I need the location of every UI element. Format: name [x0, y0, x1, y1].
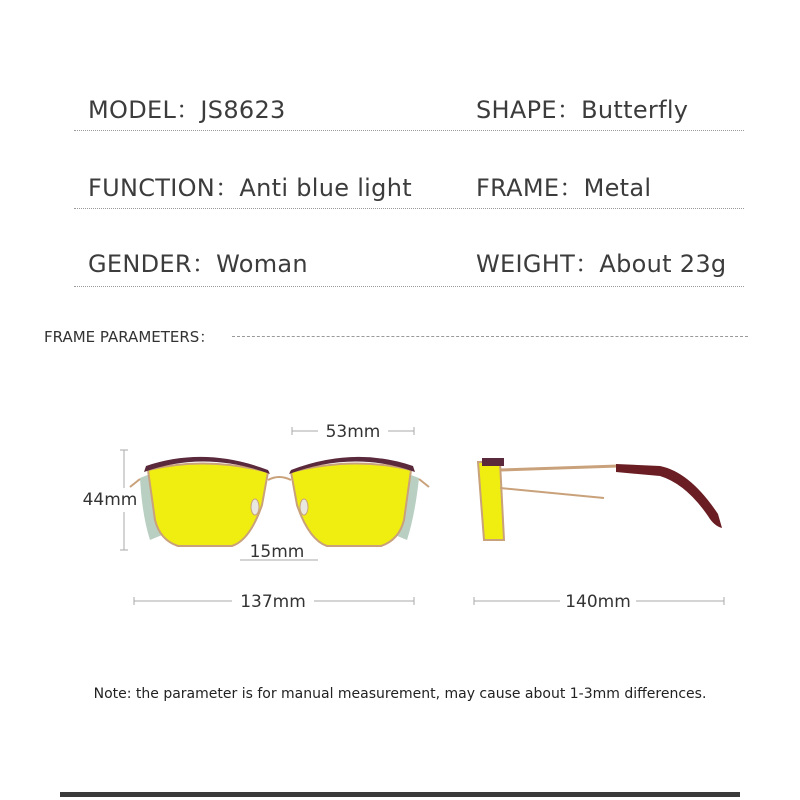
- spec-model-label: MODEL：: [88, 96, 201, 124]
- lens-height-label: 44mm: [82, 490, 138, 510]
- spec-shape-label: SHAPE：: [476, 96, 582, 124]
- bridge-width-label: 15mm: [249, 542, 305, 562]
- glasses-front-view: [130, 457, 429, 546]
- left-lens: [148, 463, 268, 546]
- temple-tip: [616, 464, 722, 528]
- side-lens: [478, 462, 504, 540]
- right-lens: [291, 463, 411, 546]
- spec-weight-value: About 23g: [599, 250, 727, 278]
- spec-model-value: JS8623: [200, 96, 286, 124]
- bridge: [268, 477, 291, 480]
- spec-shape-value: Butterfly: [581, 96, 689, 124]
- glasses-side-view: [478, 458, 722, 540]
- spec-frame-label: FRAME：: [476, 174, 584, 202]
- spec-function-value: Anti blue light: [239, 174, 412, 202]
- spec-gender-label: GENDER：: [88, 250, 217, 278]
- bottom-bar: [60, 792, 740, 797]
- spec-function-label: FUNCTION：: [88, 174, 240, 202]
- temple-length-label: 140mm: [565, 592, 631, 612]
- left-nose-pad: [251, 499, 259, 515]
- measurement-note: Note: the parameter is for manual measurement, may cause about 1-3mm differences.: [93, 686, 707, 702]
- frame-width-label: 137mm: [240, 592, 306, 612]
- right-nose-pad: [300, 499, 308, 515]
- spec-gender-value: Woman: [216, 250, 308, 278]
- side-brow: [482, 458, 504, 466]
- spec-weight-label: WEIGHT：: [476, 250, 600, 278]
- spec-frame-value: Metal: [583, 174, 652, 202]
- frame-parameters-title: FRAME PARAMETERS：: [44, 328, 215, 346]
- lens-width-label: 53mm: [325, 422, 381, 442]
